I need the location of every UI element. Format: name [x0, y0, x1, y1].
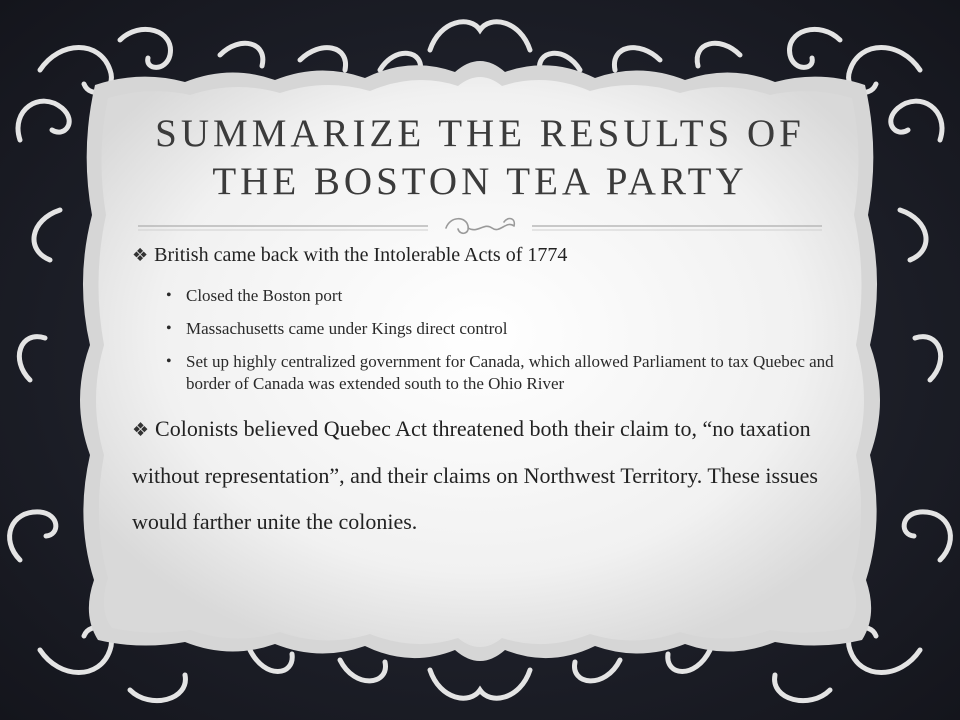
bullet-1: [132, 240, 872, 271]
diamond-bullet-icon: ❖: [132, 419, 150, 441]
slide-content: [132, 240, 872, 545]
diamond-bullet-icon: ❖: [132, 245, 149, 266]
flourish-divider-icon: [128, 214, 832, 242]
list-item: • Set up highly centralized government for Canada, which allowed Parliament to tax Quebec and border of Canada was extended south to the Ohio River: [186, 351, 872, 395]
list-item: • Massachusetts came under Kings direct control: [186, 318, 872, 340]
title-line-1: SUMMARIZE THE RESULTS OF: [155, 112, 805, 155]
bullet-2: [132, 406, 872, 545]
title-line-2: THE BOSTON TEA PARTY: [212, 160, 748, 203]
bullet-1-text: British came back with the Intolerable Acts of 1774: [154, 244, 568, 266]
list-item: • Closed the Boston port: [186, 285, 872, 307]
sub-bullet-list: [132, 285, 872, 395]
bullet-2-text: Colonists believed Quebec Act threatened both their claim to, “no taxation without representation”, and their claims on Northwest Territory. These issues would farther unite the colonies.: [132, 416, 818, 534]
slide-title: [100, 110, 860, 206]
